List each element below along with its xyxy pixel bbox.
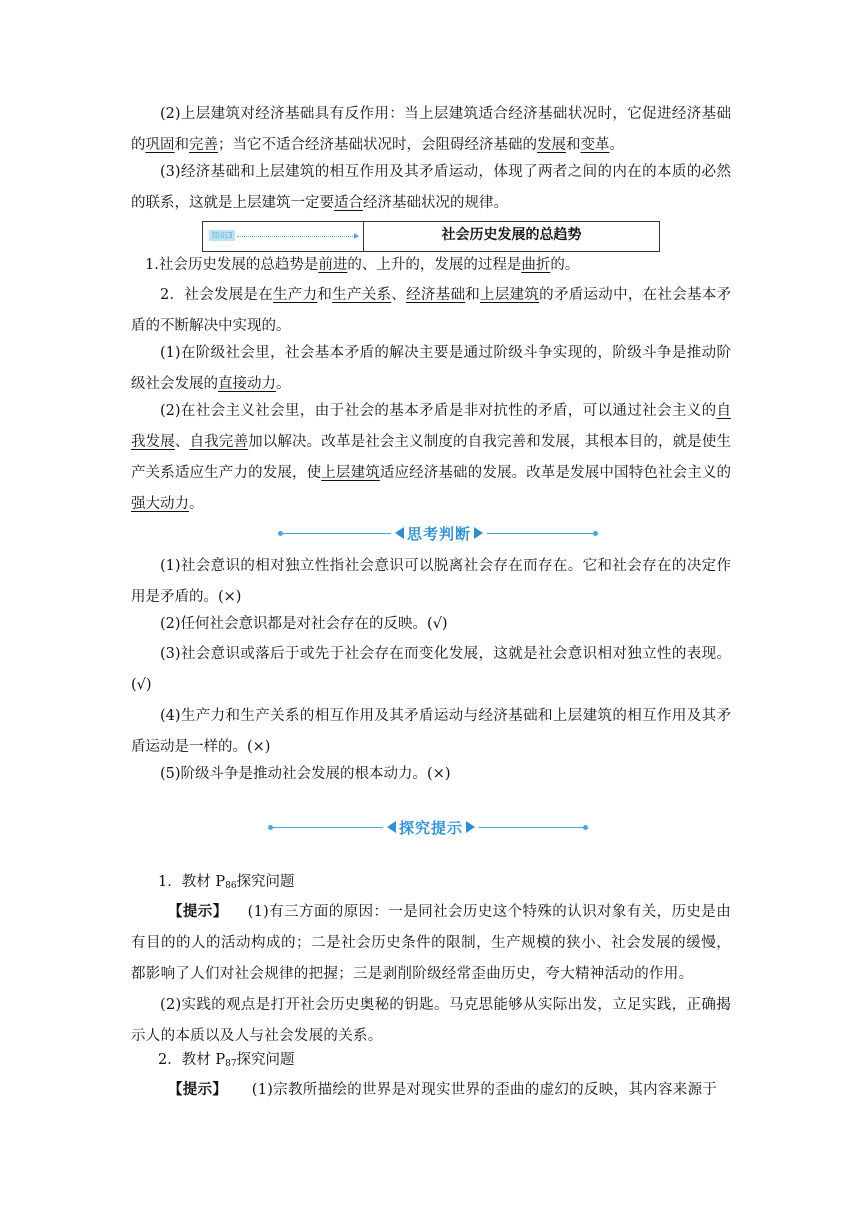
triangle-left-icon bbox=[387, 821, 396, 833]
banner-think-judge bbox=[278, 523, 598, 543]
divider-line bbox=[273, 827, 383, 828]
tip-label: 【提示】 bbox=[168, 1082, 228, 1098]
page-subscript: 86 bbox=[225, 881, 237, 891]
tip-label: 【提示】 bbox=[168, 904, 228, 920]
text-segment: 的、上升的，发展的过程是 bbox=[347, 257, 522, 273]
text-segment: 适应经济基础的发展。改革是发展中国特色社会主义的 bbox=[379, 465, 732, 481]
text-segment: 和 bbox=[317, 287, 333, 303]
text-segment: 和 bbox=[566, 137, 581, 153]
divider-line bbox=[479, 827, 583, 828]
judgement-item: (5)阶级斗争是推动社会发展的根本动力。(×) bbox=[160, 766, 451, 782]
underlined-answer: 变革 bbox=[580, 137, 610, 153]
text-segment: (1)宗教所描绘的世界是对现实世界的歪曲的虚幻的反映，其内容来源于 bbox=[251, 1082, 718, 1098]
text-segment: (2)在社会主义社会里，由于社会的基本矛盾是非对抗性的矛盾，可以通过社会主义的 bbox=[160, 403, 717, 419]
point-general-trend bbox=[145, 250, 731, 281]
underlined-answer: 自我发展 bbox=[131, 403, 731, 450]
banner-explore-tips bbox=[268, 817, 588, 837]
paragraph-base-superstructure-law bbox=[131, 157, 731, 219]
text-segment: 和 bbox=[174, 137, 189, 153]
text-segment: 1．教材 P bbox=[158, 874, 226, 890]
text-segment: 的。 bbox=[550, 257, 580, 273]
section-title: 社会历史发展的总趋势 bbox=[441, 227, 582, 243]
triangle-left-icon bbox=[395, 527, 404, 539]
text-segment: 。 bbox=[189, 496, 204, 512]
underlined-answer: 巩固 bbox=[145, 137, 175, 153]
underlined-answer: 发展 bbox=[537, 137, 566, 153]
underlined-answer: 生产力 bbox=[273, 287, 318, 303]
divider-line bbox=[283, 533, 391, 534]
point-socialist-society bbox=[131, 396, 731, 520]
underlined-answer: 上层建筑 bbox=[321, 465, 380, 481]
dot-icon bbox=[583, 825, 588, 830]
text-segment: 的矛盾运动中，在社会基本矛盾的不断解决中实现的。 bbox=[131, 287, 732, 334]
text-segment: 。 bbox=[276, 376, 291, 392]
point-social-development bbox=[131, 280, 731, 342]
underlined-answer: 曲折 bbox=[521, 257, 551, 273]
underlined-answer: 自我完善 bbox=[189, 434, 249, 450]
dot-icon bbox=[593, 531, 598, 536]
explore-tip-paragraph bbox=[131, 1075, 731, 1106]
underlined-answer: 生产关系 bbox=[332, 287, 392, 303]
text-segment: 、 bbox=[391, 287, 407, 303]
point-class-society bbox=[131, 338, 731, 400]
text-segment: (1)在阶级社会里，社会基本矛盾的解决主要是通过阶级斗争实现的，阶级斗争是推动阶级社会发展的 bbox=[131, 345, 731, 392]
triangle-right-icon bbox=[466, 821, 475, 833]
text-segment: 2．教材 P bbox=[158, 1052, 226, 1068]
text-segment: ；当它不适合经济基础状况时，会阻碍经济基础的 bbox=[218, 137, 537, 153]
text-segment: 1.社会历史发展的总趋势是 bbox=[145, 257, 319, 273]
underlined-answer: 直接动力 bbox=[218, 376, 276, 392]
underlined-answer: 上层建筑 bbox=[480, 287, 540, 303]
underlined-answer: 完善 bbox=[189, 137, 218, 153]
underlined-answer: 经济基础 bbox=[406, 287, 466, 303]
text-segment: 。 bbox=[609, 137, 624, 153]
text-segment: 2．社会发展是在 bbox=[160, 287, 273, 303]
arrow-icon bbox=[237, 236, 355, 237]
text-segment: 经济基础状况的规律。 bbox=[363, 195, 508, 211]
section-header-box bbox=[202, 221, 660, 252]
section-tag-cell bbox=[203, 222, 364, 251]
judgement-item: (4)生产力和生产关系的相互作用及其矛盾运动与经济基础和上层建筑的相互作用及其矛盾运动是一样的。(×) bbox=[131, 708, 731, 755]
text-segment: 和 bbox=[465, 287, 481, 303]
underlined-answer: 强大动力 bbox=[131, 496, 189, 512]
banner-label: 思考判断 bbox=[407, 524, 472, 543]
text-segment: (3)经济基础和上层建筑的相互作用及其矛盾运动，体现了两者之间的内在的本质的必然的联系，这就是上层建筑一定要 bbox=[131, 164, 731, 211]
underlined-answer: 适合 bbox=[334, 195, 363, 211]
page-subscript: 87 bbox=[225, 1059, 237, 1069]
divider-line bbox=[487, 533, 593, 534]
text-segment: 探究问题 bbox=[236, 874, 295, 890]
text-segment: (2)上层建筑对经济基础具有反作用：当上层建筑适合经济基础状况时，它促进经济基础的 bbox=[131, 106, 731, 153]
judgement-item: (1)社会意识的相对独立性指社会意识可以脱离社会存在而存在。它和社会存在的决定作用是矛盾的。(×) bbox=[131, 558, 731, 605]
explore-tip-paragraph: (2)实践的观点是打开社会历史奥秘的钥匙。马克思能够从实际出发，立足实践，正确揭示人的本质以及人与社会发展的关系。 bbox=[131, 997, 731, 1044]
underlined-answer: 前进 bbox=[318, 257, 348, 273]
paragraph-superstructure-reaction bbox=[131, 99, 731, 161]
judgement-item: (3)社会意识或落后于或先于社会存在而变化发展，这就是社会意识相对独立性的表现。(√) bbox=[131, 646, 731, 693]
text-segment: 、 bbox=[174, 434, 190, 450]
banner-label: 探究提示 bbox=[399, 818, 464, 837]
section-tag: 知识3 bbox=[209, 230, 235, 241]
explore-tip-paragraph bbox=[131, 897, 731, 990]
text-segment: (1)有三方面的原因：一是同社会历史这个特殊的认识对象有关，历史是由有目的的人的活动构成的；二是社会历史条件的限制，生产规模的狭小、社会发展的缓慢，都影响了人们对社会规律的把握；三是剥削阶级经常歪曲历史，夸大精神活动的作用。 bbox=[131, 904, 731, 982]
triangle-right-icon bbox=[474, 527, 483, 539]
text-segment: 探究问题 bbox=[236, 1052, 295, 1068]
judgement-item: (2)任何社会意识都是对社会存在的反映。(√) bbox=[160, 616, 448, 632]
text-segment: 加以解决。改革是社会主义制度的自我完善和发展，其根本目的，就是使生产关系适应生产力的发展，使 bbox=[131, 434, 732, 481]
